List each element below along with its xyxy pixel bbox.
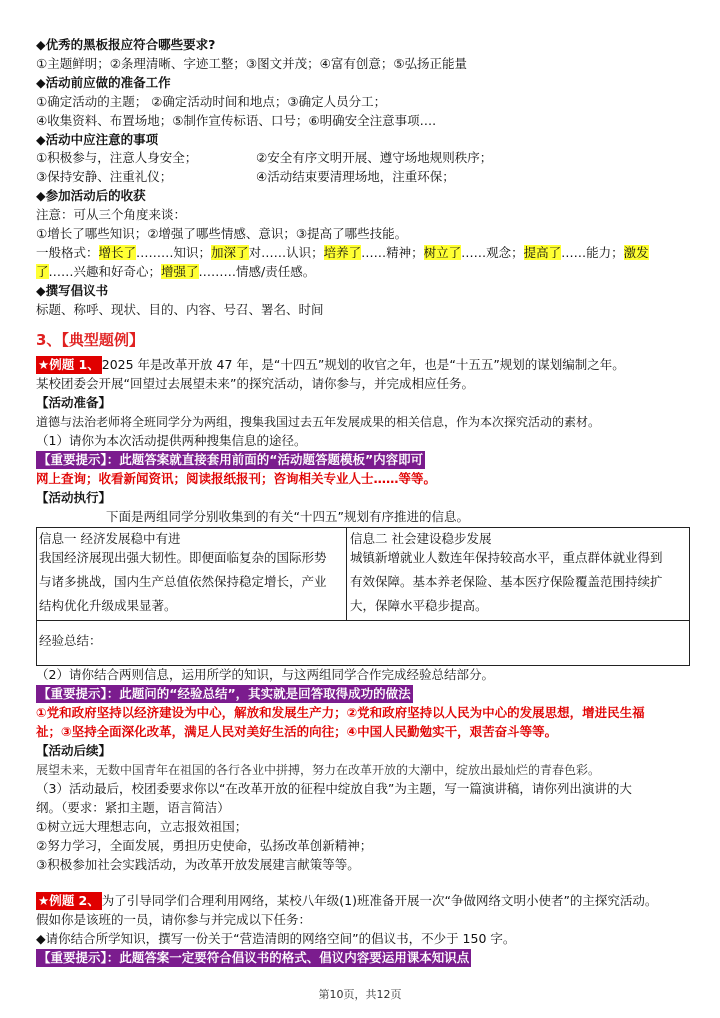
example2-badge: ★例题 2、: [38, 893, 100, 908]
highlight-stimulate: 激发: [623, 245, 649, 260]
format-text: ……精神；: [361, 245, 424, 260]
info2-line-2: 有效保障。基本养老保险、基本医疗保险覆盖范围持续扩: [350, 574, 663, 589]
heading-proposal: ◆撰写倡议书: [36, 283, 109, 298]
outline-item-3: ③积极参加社会实践活动，为改革开放发展建言献策等等。: [36, 857, 360, 872]
question-3-line-2: 纲。（要求：紧扣主题，语言简洁）: [36, 800, 230, 815]
example1-line-1: [36, 356, 625, 374]
highlight-stimulate-end: 了: [36, 264, 49, 279]
text-during-2a: ③保持安静、注重礼仪；: [36, 169, 173, 184]
table-divider-horizontal: [37, 620, 689, 621]
heading-activity-preparation: 【活动准备】: [36, 395, 112, 410]
text-harvest-note: 注意：可从三个角度来谈：: [36, 207, 187, 222]
highlight-improve: 提高了: [523, 245, 562, 260]
tip-bar-1: 【重要提示】：此题答案就直接套用前面的“活动题答题模板”内容即可: [38, 452, 424, 467]
format-text: ……兴趣和好奇心；: [48, 264, 162, 279]
format-text: ………情感/责任感。: [198, 264, 316, 279]
text-proposal-format: 标题、称呼、现状、目的、内容、号召、署名、时间: [36, 302, 324, 317]
text-during-1a: ①积极参与，注意人身安全；: [36, 150, 198, 165]
example2-line-2: 假如你是该班的一员，请你参与并完成以下任务：: [36, 912, 312, 927]
summary-label: 经验总结：: [39, 633, 102, 648]
answer-1: 网上查询；收看新闻资讯；阅读报纸报刊；咨询相关专业人士……等等。: [36, 471, 437, 486]
heading-during-activity: ◆活动中应注意的事项: [36, 132, 159, 147]
example1-line-2: 某校团委会开展“回望过去展望未来”的探究活动，请你参与，并完成相应任务。: [36, 376, 474, 391]
info1-line-1: 我国经济展现出强大韧性。即便面临复杂的国际形势: [39, 550, 327, 565]
outline-item-1: ①树立远大理想志向，立志报效祖国；: [36, 819, 248, 834]
highlight-deepen: 加深了: [211, 245, 249, 260]
info1-title: 信息一 经济发展稳中有进: [39, 531, 181, 546]
table-divider-vertical: [346, 528, 347, 620]
answer-2-line-1: ①党和政府坚持以经济建设为中心，解放和发展生产力；②党和政府坚持以人民为中心的发展思想，增进民生福: [36, 705, 645, 720]
text-preparation-2: ④收集资料、布置场地；⑤制作宣传标语、口号；⑥明确安全注意事项….: [36, 113, 437, 128]
heading-blackboard: ◆优秀的黑板报应符合哪些要求?: [36, 37, 216, 52]
question-2: （2）请你结合两则信息，运用所学的知识，与这两组同学合作完成经验总结部分。: [36, 667, 494, 682]
example2-intro: 为了引导同学们合理利用网络，某校八年级(1)班准备开展一次“争做网络文明小使者”的主探究活动。: [101, 893, 658, 908]
general-format-prefix: 一般格式：: [36, 245, 99, 260]
question-3-line-1: （3）活动最后，校团委要求你以“在改革开放的征程中绽放自我”为主题，写一篇演讲稿，请你列出演讲的大: [36, 781, 632, 796]
example2-line-1: [36, 892, 657, 910]
highlight-increase: 增长了: [98, 245, 137, 260]
format-text: ………知识；: [136, 245, 212, 260]
text-follow-up: 展望未来，无数中国青年在祖国的各行各业中拼搏，努力在改革开放的大潮中，绽放出最灿烂的青春色彩。: [36, 763, 601, 777]
info2-line-1: 城镇新增就业人数连年保持较高水平，重点群体就业得到: [350, 550, 663, 565]
info2-line-3: 大，保障水平稳步提高。: [350, 598, 488, 613]
page-footer: 第10页，共12页: [318, 988, 402, 1001]
answer-2-line-2: 祉；③坚持全面深化改革，满足人民对美好生活的向往；④中国人民勤勉实干，艰苦奋斗等等。: [36, 724, 558, 739]
highlight-strengthen: 增强了: [161, 264, 199, 279]
heading-activity-follow-up: 【活动后续】: [36, 743, 112, 758]
text-blackboard-requirements: ①主题鲜明；②条理清晰、字迹工整；③图文并茂；④富有创意；⑤弘扬正能量: [36, 56, 468, 71]
question-1: （1）请你为本次活动提供两种搜集信息的途径。: [36, 433, 307, 448]
general-format-line-2: [36, 263, 315, 281]
format-text: ……观念；: [461, 245, 524, 260]
tip-bar-3: 【重要提示】：此题答案一定要符合倡议书的格式、倡议内容要运用课本知识点: [38, 950, 470, 965]
info1-line-3: 结构优化升级成果显著。: [39, 598, 177, 613]
info2-title: 信息二 社会建设稳步发展: [350, 531, 492, 546]
info-table: [36, 527, 690, 666]
heading-preparation: ◆活动前应做的准备工作: [36, 75, 171, 90]
format-text: ……能力；: [561, 245, 624, 260]
heading-activity-execution: 【活动执行】: [36, 490, 112, 505]
info1-line-2: 与诸多挑战，国内生产总值依然保持稳定增长，产业: [39, 574, 327, 589]
example2-line-3: ◆请你结合所学知识，撰写一份关于“营造清朗的网络空间”的倡议书，不少于 150 字。: [36, 931, 516, 946]
example1-intro: 2025 年是改革开放 47 年，是“十四五”规划的收官之年，也是“十五五”规划的谋划编制之年。: [101, 357, 625, 372]
general-format-line-1: [36, 244, 649, 262]
text-during-1b: ②安全有序文明开展、遵守场地规则秩序；: [256, 150, 493, 165]
text-activity-preparation: 道德与法治老师将全班同学分为两组，搜集我国过去五年发展成果的相关信息，作为本次探究活动的素材。: [36, 415, 601, 429]
highlight-cultivate: 培养了: [323, 245, 362, 260]
text-preparation-1: ①确定活动的主题； ②确定活动时间和地点；③确定人员分工；: [36, 94, 387, 109]
format-text: 对……认识；: [248, 245, 324, 260]
section-typical-examples: 3、【典型题例】: [36, 331, 144, 349]
example1-badge: ★例题 1、: [38, 357, 100, 372]
heading-harvest: ◆参加活动后的收获: [36, 188, 146, 203]
text-harvest-angles: ①增长了哪些知识；②增强了哪些情感、意识；③提高了哪些技能。: [36, 226, 408, 241]
text-activity-execution: 下面是两组同学分别收集到的有关“十四五”规划有序推进的信息。: [106, 509, 469, 524]
text-during-2b: ④活动结束要清理场地，注重环保；: [256, 169, 455, 184]
highlight-establish: 树立了: [423, 245, 462, 260]
outline-item-2: ②努力学习，全面发展，勇担历史使命，弘扬改革创新精神；: [36, 838, 373, 853]
tip-bar-2: 【重要提示】：此题问的“经验总结”，其实就是回答取得成功的做法: [38, 686, 411, 701]
